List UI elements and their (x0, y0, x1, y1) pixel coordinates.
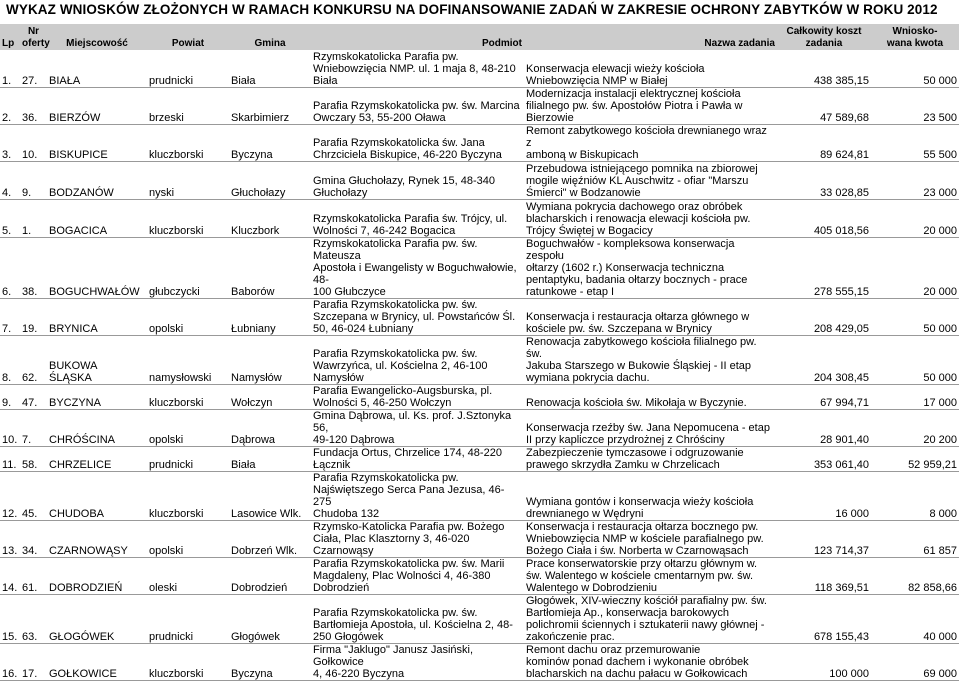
cell-wnioskowana-kwota: 40 000 (871, 594, 959, 643)
cell-podmiot: Parafia Rzymskokatolicka pw. św. Bartłomieja Apostoła, ul. Kościelna 2, 48- 250 Głogówek (311, 594, 524, 643)
cell-nazwa-zadania: Konserwacja elewacji wieży kościoła Wniebowzięcia NMP w Białej (524, 50, 777, 87)
header-gmina: Gmina (229, 24, 311, 50)
header-lp: Lp (0, 24, 20, 50)
cell-calkowity-koszt: 16 000 (777, 471, 871, 520)
cell-podmiot: Rzymskokatolicka Parafia pw. Wniebowzięcia NMP. ul. 1 maja 8, 48-210 Biała (311, 50, 524, 87)
cell-nr-oferty: 61. (20, 557, 47, 594)
cell-wnioskowana-kwota: 23 000 (871, 161, 959, 199)
applications-table (0, 24, 959, 681)
cell-calkowity-koszt: 405 018,56 (777, 199, 871, 237)
cell-miejscowosc: BODZANÓW (47, 161, 147, 199)
table-row (0, 409, 959, 446)
table-row (0, 471, 959, 520)
cell-calkowity-koszt: 208 429,05 (777, 298, 871, 335)
cell-calkowity-koszt: 353 061,40 (777, 446, 871, 471)
cell-miejscowosc: CHUDOBA (47, 471, 147, 520)
cell-miejscowosc: GOŁKOWICE (47, 643, 147, 680)
cell-nazwa-zadania: Prace konserwatorskie przy ołtarzu głównym w. św. Walentego w kościele cmentarnym pw. św. Walentego w Dobrodzieniu (524, 557, 777, 594)
cell-podmiot: Parafia Rzymskokatolicka pw. Najświętszego Serca Pana Jezusa, 46-275 Chudoba 132 (311, 471, 524, 520)
table-row (0, 298, 959, 335)
cell-nazwa-zadania: Remont dachu oraz przemurowanie kominów ponad dachem i wykonanie obróbek blacharskich na dachu pałacu w Gołkowicach (524, 643, 777, 680)
table-row (0, 199, 959, 237)
cell-podmiot: Rzymskokatolicka Parafia św. Trójcy, ul. Wolności 7, 46-242 Bogacica (311, 199, 524, 237)
cell-lp: 7. (0, 298, 20, 335)
cell-wnioskowana-kwota: 55 500 (871, 124, 959, 161)
table-row (0, 237, 959, 298)
cell-wnioskowana-kwota: 17 000 (871, 384, 959, 409)
cell-lp: 9. (0, 384, 20, 409)
cell-podmiot: Parafia Rzymskokatolicka pw. św. Marii Magdaleny, Plac Wolności 4, 46-380 Dobrodzień (311, 557, 524, 594)
page-title: WYKAZ WNIOSKÓW ZŁOŻONYCH W RAMACH KONKURSU NA DOFINANSOWANIE ZADAŃ W ZAKRESIE OCHRONY ZABYTKÓW W ROKU 2012 (6, 2, 938, 17)
cell-gmina: Dobrzeń Wlk. (229, 520, 311, 557)
cell-calkowity-koszt: 118 369,51 (777, 557, 871, 594)
cell-wnioskowana-kwota: 50 000 (871, 335, 959, 384)
table-row (0, 557, 959, 594)
cell-powiat: namysłowski (147, 335, 229, 384)
header-calkowity-koszt: Całkowity koszt zadania (777, 24, 871, 50)
cell-miejscowosc: CHRZELICE (47, 446, 147, 471)
cell-powiat: oleski (147, 557, 229, 594)
cell-nazwa-zadania: Wymiana gontów i konserwacja wieży kościoła drewnianego w Wędryni (524, 471, 777, 520)
cell-wnioskowana-kwota: 50 000 (871, 298, 959, 335)
cell-calkowity-koszt: 123 714,37 (777, 520, 871, 557)
table-row (0, 446, 959, 471)
cell-miejscowosc: DOBRODZIEŃ (47, 557, 147, 594)
cell-miejscowosc: BUKOWA ŚLĄSKA (47, 335, 147, 384)
cell-calkowity-koszt: 438 385,15 (777, 50, 871, 87)
cell-wnioskowana-kwota: 69 000 (871, 643, 959, 680)
cell-miejscowosc: BYCZYNA (47, 384, 147, 409)
cell-miejscowosc: BOGACICA (47, 199, 147, 237)
header-miejscowosc: Miejscowość (47, 24, 147, 50)
cell-gmina: Byczyna (229, 124, 311, 161)
cell-lp: 5. (0, 199, 20, 237)
header-row (0, 24, 959, 50)
cell-powiat: brzeski (147, 87, 229, 124)
cell-wnioskowana-kwota: 61 857 (871, 520, 959, 557)
cell-gmina: Biała (229, 446, 311, 471)
cell-powiat: prudnicki (147, 50, 229, 87)
cell-podmiot: Parafia Rzymskokatolicka św. Jana Chrzciciela Biskupice, 46-220 Byczyna (311, 124, 524, 161)
cell-wnioskowana-kwota: 52 959,21 (871, 446, 959, 471)
cell-calkowity-koszt: 278 555,15 (777, 237, 871, 298)
cell-miejscowosc: BOGUCHWAŁÓW (47, 237, 147, 298)
cell-nazwa-zadania: Renowacja kościoła św. Mikołaja w Byczynie. (524, 384, 777, 409)
cell-nr-oferty: 38. (20, 237, 47, 298)
cell-podmiot: Parafia Rzymskokatolicka pw. św. Szczepana w Brynicy, ul. Powstańców Śl. 50, 46-024 Łubniany (311, 298, 524, 335)
cell-gmina: Byczyna (229, 643, 311, 680)
table-row (0, 335, 959, 384)
cell-nr-oferty: 17. (20, 643, 47, 680)
cell-podmiot: Gmina Głuchołazy, Rynek 15, 48-340 Głuchołazy (311, 161, 524, 199)
header-nazwa-zadania: Nazwa zadania (524, 24, 777, 50)
cell-gmina: Wołczyn (229, 384, 311, 409)
cell-calkowity-koszt: 28 901,40 (777, 409, 871, 446)
cell-podmiot: Firma "Jaklugo" Janusz Jasiński, Gołkowice 4, 46-220 Byczyna (311, 643, 524, 680)
cell-podmiot: Rzymsko-Katolicka Parafia pw. Bożego Ciała, Plac Klasztorny 3, 46-020 Czarnowąsy (311, 520, 524, 557)
cell-powiat: kluczborski (147, 199, 229, 237)
cell-lp: 4. (0, 161, 20, 199)
cell-gmina: Dobrodzień (229, 557, 311, 594)
cell-nazwa-zadania: Remont zabytkowego kościoła drewnianego wraz z amboną w Biskupicach (524, 124, 777, 161)
cell-calkowity-koszt: 67 994,71 (777, 384, 871, 409)
cell-nr-oferty: 19. (20, 298, 47, 335)
cell-powiat: opolski (147, 298, 229, 335)
cell-gmina: Skarbimierz (229, 87, 311, 124)
cell-gmina: Baborów (229, 237, 311, 298)
cell-nr-oferty: 45. (20, 471, 47, 520)
cell-powiat: kluczborski (147, 124, 229, 161)
cell-gmina: Głogówek (229, 594, 311, 643)
cell-nr-oferty: 58. (20, 446, 47, 471)
header-powiat: Powiat (147, 24, 229, 50)
cell-calkowity-koszt: 678 155,43 (777, 594, 871, 643)
cell-powiat: kluczborski (147, 384, 229, 409)
table-row (0, 520, 959, 557)
cell-wnioskowana-kwota: 82 858,66 (871, 557, 959, 594)
header-wnioskowana-kwota: Wniosko- wana kwota (871, 24, 959, 50)
cell-miejscowosc: BRYNICA (47, 298, 147, 335)
cell-wnioskowana-kwota: 20 000 (871, 199, 959, 237)
table-row (0, 594, 959, 643)
cell-nr-oferty: 27. (20, 50, 47, 87)
cell-podmiot: Gmina Dąbrowa, ul. Ks. prof. J.Sztonyka 56, 49-120 Dąbrowa (311, 409, 524, 446)
cell-lp: 16. (0, 643, 20, 680)
cell-podmiot: Parafia Rzymskokatolicka pw. św. Wawrzyńca, ul. Kościelna 2, 46-100 Namysłów (311, 335, 524, 384)
header-nr-oferty: Nr oferty (22, 26, 50, 49)
cell-miejscowosc: CZARNOWĄSY (47, 520, 147, 557)
cell-powiat: prudnicki (147, 446, 229, 471)
cell-nazwa-zadania: Renowacja zabytkowego kościoła filialnego pw. św. Jakuba Starszego w Bukowie Śląskiej - II etap wymiana pokrycia dachu. (524, 335, 777, 384)
cell-wnioskowana-kwota: 20 000 (871, 237, 959, 298)
cell-powiat: kluczborski (147, 643, 229, 680)
cell-nr-oferty: 1. (20, 199, 47, 237)
cell-wnioskowana-kwota: 50 000 (871, 50, 959, 87)
cell-miejscowosc: BIERZÓW (47, 87, 147, 124)
header-podmiot: Podmiot (311, 24, 524, 50)
table-row (0, 50, 959, 87)
cell-podmiot: Parafia Rzymskokatolicka pw. św. Marcina Owczary 53, 55-200 Oława (311, 87, 524, 124)
cell-nr-oferty: 36. (20, 87, 47, 124)
cell-calkowity-koszt: 33 028,85 (777, 161, 871, 199)
cell-lp: 6. (0, 237, 20, 298)
cell-lp: 8. (0, 335, 20, 384)
cell-nr-oferty: 7. (20, 409, 47, 446)
cell-nazwa-zadania: Konserwacja i restauracja ołtarza bocznego pw. Wniebowzięcia NMP w kościele parafialnego pw. Bożego Ciała i św. Norberta w Czarnowąsach (524, 520, 777, 557)
cell-nazwa-zadania: Modernizacja instalacji elektrycznej kościoła filialnego pw. św. Apostołów Piotra i Pawła w Bierzowie (524, 87, 777, 124)
cell-wnioskowana-kwota: 8 000 (871, 471, 959, 520)
cell-powiat: prudnicki (147, 594, 229, 643)
table-row (0, 124, 959, 161)
cell-gmina: Łubniany (229, 298, 311, 335)
table-row (0, 161, 959, 199)
cell-nr-oferty: 47. (20, 384, 47, 409)
cell-calkowity-koszt: 100 000 (777, 643, 871, 680)
table-row (0, 643, 959, 680)
cell-nr-oferty: 62. (20, 335, 47, 384)
cell-nazwa-zadania: Wymiana pokrycia dachowego oraz obróbek blacharskich i renowacja elewacji kościoła pw. Trójcy Świętej w Bogacicy (524, 199, 777, 237)
cell-miejscowosc: CHRÓŚCINA (47, 409, 147, 446)
cell-wnioskowana-kwota: 23 500 (871, 87, 959, 124)
cell-lp: 13. (0, 520, 20, 557)
cell-podmiot: Fundacja Ortus, Chrzelice 174, 48-220 Łącznik (311, 446, 524, 471)
cell-nr-oferty: 9. (20, 161, 47, 199)
cell-nazwa-zadania: Przebudowa istniejącego pomnika na zbiorowej mogile więźniów KL Auschwitz - ofiar "Marszu Śmierci" w Bodzanowie (524, 161, 777, 199)
cell-lp: 2. (0, 87, 20, 124)
cell-nr-oferty: 34. (20, 520, 47, 557)
cell-gmina: Głuchołazy (229, 161, 311, 199)
cell-gmina: Dąbrowa (229, 409, 311, 446)
cell-powiat: głubczycki (147, 237, 229, 298)
cell-lp: 3. (0, 124, 20, 161)
cell-nr-oferty: 63. (20, 594, 47, 643)
table-row (0, 87, 959, 124)
cell-lp: 12. (0, 471, 20, 520)
cell-nazwa-zadania: Głogówek, XIV-wieczny kościół parafialny pw. św. Bartłomieja Ap., konserwacja barokowych polichromii ściennych i sztukaterii nawy głównej - zakończenie prac. (524, 594, 777, 643)
cell-miejscowosc: GŁOGÓWEK (47, 594, 147, 643)
cell-lp: 14. (0, 557, 20, 594)
cell-gmina: Biała (229, 50, 311, 87)
cell-nazwa-zadania: Konserwacja rzeźby św. Jana Nepomucena - etap II przy kapliczce przydrożnej z Chróściny (524, 409, 777, 446)
cell-nazwa-zadania: Konserwacja i restauracja ołtarza głównego w kościele pw. św. Szczepana w Brynicy (524, 298, 777, 335)
cell-gmina: Namysłów (229, 335, 311, 384)
cell-calkowity-koszt: 204 308,45 (777, 335, 871, 384)
cell-miejscowosc: BISKUPICE (47, 124, 147, 161)
cell-nazwa-zadania: Zabezpieczenie tymczasowe i odgruzowanie prawego skrzydła Zamku w Chrzelicach (524, 446, 777, 471)
cell-podmiot: Parafia Ewangelicko-Augsburska, pl. Wolności 5, 46-250 Wołczyn (311, 384, 524, 409)
cell-gmina: Kluczbork (229, 199, 311, 237)
cell-wnioskowana-kwota: 20 200 (871, 409, 959, 446)
cell-podmiot: Rzymskokatolicka Parafia pw. św. Mateusza Apostoła i Ewangelisty w Boguchwałowie, 48- 100 Głubczyce (311, 237, 524, 298)
table-row (0, 384, 959, 409)
cell-powiat: opolski (147, 520, 229, 557)
cell-lp: 1. (0, 50, 20, 87)
cell-miejscowosc: BIAŁA (47, 50, 147, 87)
cell-powiat: kluczborski (147, 471, 229, 520)
cell-nazwa-zadania: Boguchwałów - kompleksowa konserwacja zespołu ołtarzy (1602 r.) Konserwacja techniczna pentaptyku, badania ołtarzy bocznych - prace ratunkowe - etap I (524, 237, 777, 298)
cell-lp: 10. (0, 409, 20, 446)
cell-gmina: Lasowice Wlk. (229, 471, 311, 520)
cell-powiat: opolski (147, 409, 229, 446)
cell-calkowity-koszt: 89 624,81 (777, 124, 871, 161)
cell-lp: 11. (0, 446, 20, 471)
cell-calkowity-koszt: 47 589,68 (777, 87, 871, 124)
cell-lp: 15. (0, 594, 20, 643)
cell-powiat: nyski (147, 161, 229, 199)
cell-nr-oferty: 10. (20, 124, 47, 161)
